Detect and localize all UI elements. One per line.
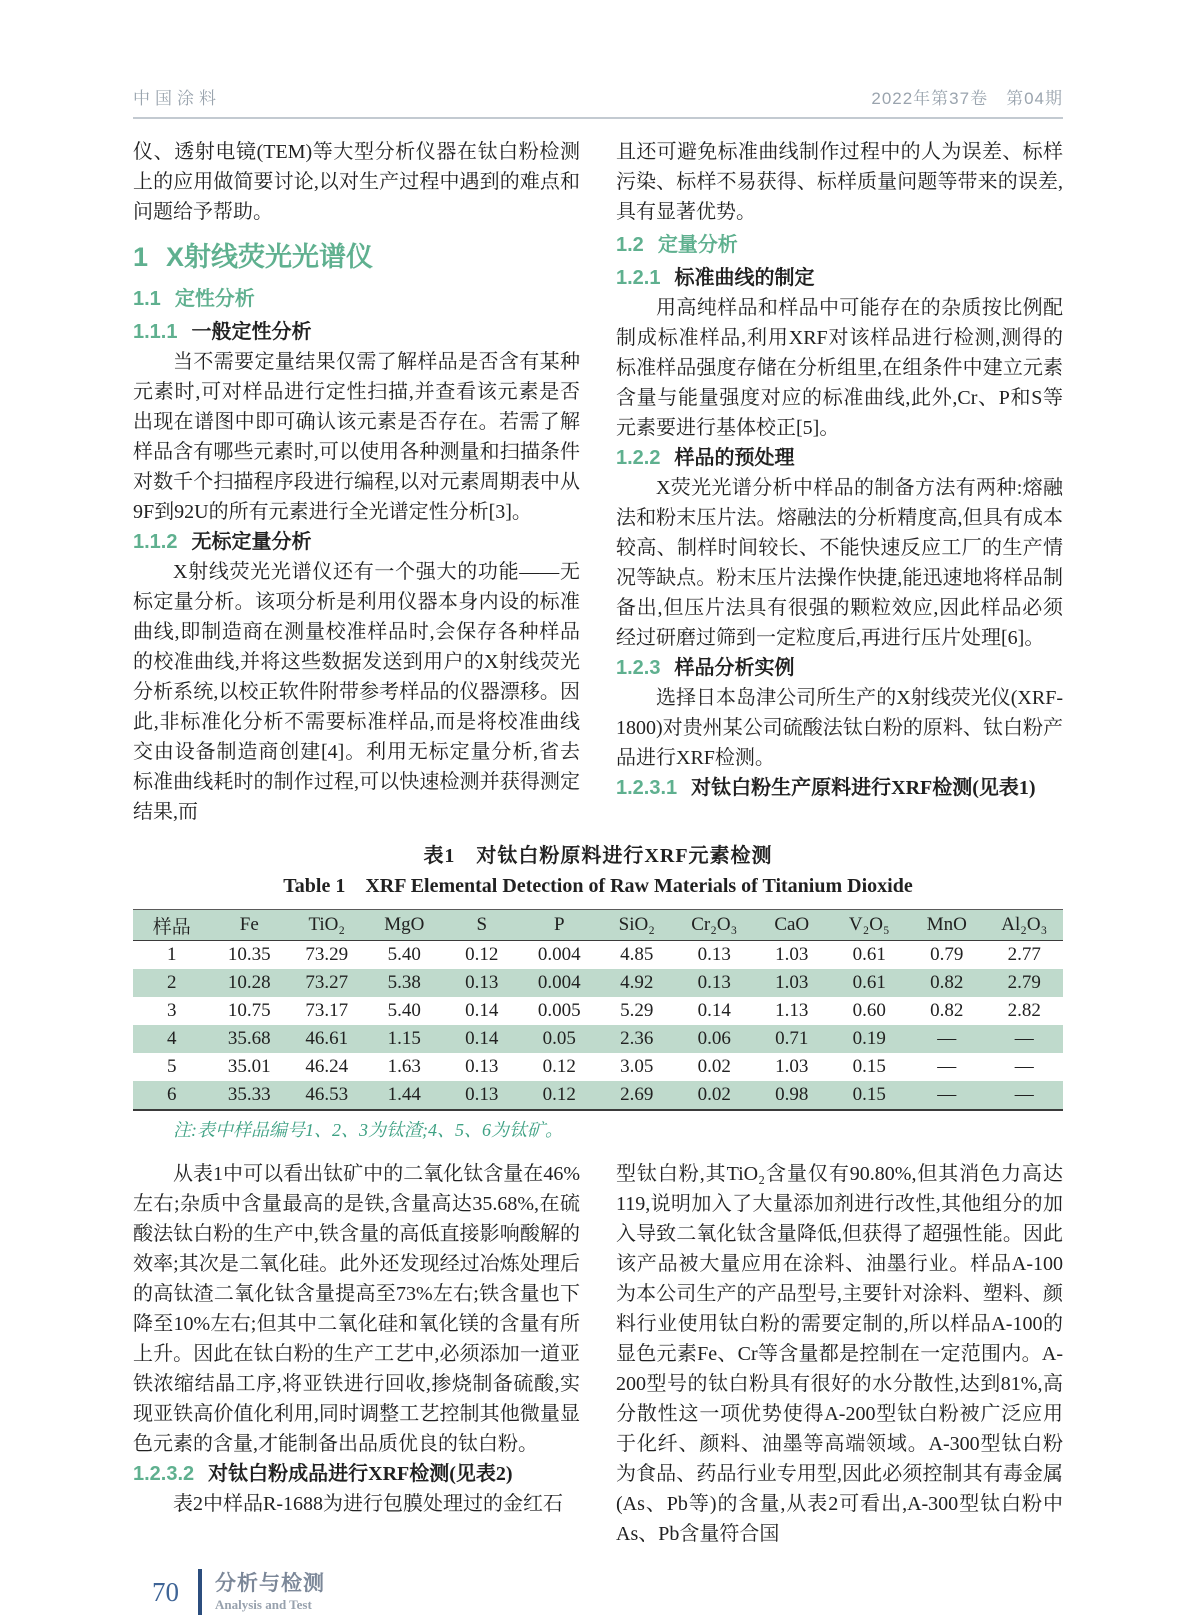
table-cell: 1.03: [775, 972, 809, 993]
table1-header-cell: Al₂O₃: [1001, 914, 1048, 935]
table1-header-cell: Fe: [239, 914, 259, 935]
table-cell: 0.02: [697, 1084, 731, 1105]
table-cell: —: [1014, 1084, 1034, 1105]
table-cell: 0.02: [697, 1056, 731, 1077]
paragraph-continuation: 型钛白粉,其TiO₂含量仅有90.80%,但其消色力高达119,说明加入了大量添加剂进行改性,其他组分的加入导致二氧化钛含量降低,但获得了超强性能。因此该产品被大量应用在涂料、油墨行业。样品A-100为本公司生产的产品型号,主要针对涂料、塑料、颜料行业使用钛白粉的需要定制的,所以样品A-100的显色元素Fe、Cr等含量都是控制在一定范围内。A-200型号的钛白粉具有很好的水分散性,达到81%,高分散性这一项优势使得A-200型钛白粉被广泛应用于化纤、颜料、油墨等高端领域。A-300型钛白粉为食品、药品行业专用型,因此必须控制其有毒金属(As、Pb等)的含量,从表2可看出,A-300型钛白粉中As、Pb含量符合国: [616, 1163, 1063, 1545]
table1-note: 注:表中样品编号1、2、3为钛渣;4、5、6为钛矿。: [173, 1120, 563, 1140]
table1-header-cell: TiO₂: [308, 914, 346, 935]
table-cell: 10.35: [227, 944, 271, 965]
table-row: [133, 1081, 1063, 1110]
table-cell: 10.75: [227, 1000, 271, 1021]
table1-head: [133, 910, 1063, 941]
bottom-columns: [133, 1159, 1063, 1549]
table-cell: 5.29: [620, 1000, 654, 1021]
table-cell: 2: [167, 972, 177, 993]
table1-header-cell: V₂O₅: [848, 914, 890, 935]
table-cell: 0.12: [542, 1084, 576, 1105]
section-heading-1-2-1: [616, 263, 1063, 293]
top-columns: [133, 137, 1063, 827]
heading-number: 1.2.3.1: [616, 777, 678, 799]
paragraph: 表2中样品R-1688为进行包膜处理过的金红石: [173, 1493, 563, 1515]
page-footer: [133, 1569, 1063, 1615]
table-cell: 0.14: [465, 1000, 499, 1021]
section-heading-1-1-1: [133, 317, 580, 347]
table1-block: [133, 841, 1063, 1143]
table-row: [133, 997, 1063, 1025]
table-cell: —: [1014, 1028, 1034, 1049]
footer-section-en: Analysis and Test: [215, 1597, 312, 1612]
table-cell: 0.13: [697, 944, 731, 965]
table-cell: 0.05: [542, 1028, 576, 1049]
heading-number: 1: [133, 242, 149, 272]
table-row: [133, 941, 1063, 970]
table-cell: 0.06: [697, 1028, 731, 1049]
table1-header-cell: MgO: [384, 914, 425, 935]
table-cell: 73.27: [305, 972, 349, 993]
section-heading-1-2: [616, 229, 1063, 261]
table-cell: 6: [167, 1084, 177, 1105]
heading-title: 对钛白粉生产原料进行XRF检测(见表1): [691, 777, 1036, 799]
heading-title: 无标定量分析: [191, 531, 312, 553]
heading-number: 1.2: [616, 234, 644, 256]
table-cell: 0.13: [697, 972, 731, 993]
table-cell: 4.92: [620, 972, 654, 993]
table-cell: 1.03: [775, 1056, 809, 1077]
table1-header-cell: MnO: [926, 914, 967, 935]
table1-caption-en: Table 1 XRF Elemental Detection of Raw Materials of Titanium Dioxide: [283, 875, 913, 897]
table1: [133, 909, 1063, 1111]
heading-title: 一般定性分析: [191, 321, 312, 343]
table1-body: [133, 941, 1063, 1111]
table-cell: 0.19: [852, 1028, 886, 1049]
table-cell: 4.85: [620, 944, 654, 965]
heading-number: 1.2.2: [616, 447, 661, 469]
table-cell: 46.53: [305, 1084, 349, 1105]
table-cell: 2.79: [1007, 972, 1041, 993]
heading-title: 对钛白粉成品进行XRF检测(见表2): [208, 1463, 513, 1485]
table1-header-cell: 样品: [152, 916, 191, 938]
table-cell: 0.15: [852, 1056, 886, 1077]
table-cell: 1.03: [775, 944, 809, 965]
table-cell: 0.60: [852, 1000, 886, 1021]
table-cell: 0.71: [775, 1028, 809, 1049]
table1-header-cell: Cr₂O₃: [691, 914, 738, 935]
table-cell: 35.33: [227, 1084, 271, 1105]
footer-section: [215, 1571, 325, 1613]
heading-title: X射线荧光光谱仪: [166, 242, 374, 272]
table-cell: 2.36: [620, 1028, 654, 1049]
table-cell: —: [1014, 1056, 1034, 1077]
table-cell: —: [937, 1028, 957, 1049]
heading-number: 1.1.1: [133, 321, 178, 343]
table-row: [133, 969, 1063, 997]
table-cell: 4: [167, 1028, 177, 1049]
paragraph-continuation: 且还可避免标准曲线制作过程中的人为误差、标样污染、标样不易获得、标样质量问题等带来的误差,具有显著优势。: [616, 141, 1063, 223]
issue-info: 2022年第37卷 第04期: [871, 89, 1063, 108]
heading-title: 样品的预处理: [674, 447, 795, 469]
table-cell: 0.15: [852, 1084, 886, 1105]
table-cell: 35.01: [227, 1056, 271, 1077]
table-cell: 35.68: [227, 1028, 271, 1049]
table-cell: 1.13: [775, 1000, 809, 1021]
bottom-column-right: [616, 1159, 1063, 1549]
table-cell: 0.004: [537, 972, 581, 993]
table-cell: 73.17: [305, 1000, 349, 1021]
table-cell: 5.40: [387, 1000, 421, 1021]
table-row: [133, 1025, 1063, 1053]
paragraph: 用高纯样品和样品中可能存在的杂质按比例配制成标准样品,利用XRF对该样品进行检测,测得的标准样品强度存储在分析组里,在组条件中建立元素含量与能量强度对应的标准曲线,此外,Cr、P和S等元素要进行基体校正[5]。: [616, 297, 1063, 439]
paragraph: X荧光光谱分析中样品的制备方法有两种:熔融法和粉末压片法。熔融法的分析精度高,但具有成本较高、制样时间较长、不能快速反应工厂的生产情况等缺点。粉末压片法操作快捷,能迅速地将样品制备出,但压片法具有很强的颗粒效应,因此样品必须经过研磨过筛到一定粒度后,再进行压片处理[6]。: [616, 477, 1063, 649]
page-number: 70: [152, 1576, 179, 1607]
table-cell: 0.13: [465, 1056, 499, 1077]
table-cell: 0.005: [537, 1000, 581, 1021]
top-column-right: [616, 137, 1063, 827]
table-cell: 0.61: [852, 972, 886, 993]
table-cell: —: [937, 1084, 957, 1105]
table-cell: 0.82: [930, 972, 964, 993]
table-cell: 10.28: [227, 972, 271, 993]
heading-number: 1.2.3.2: [133, 1463, 195, 1485]
table1-header-cell: S: [476, 914, 488, 935]
table-cell: 2.77: [1007, 944, 1041, 965]
table1-header-cell: CaO: [774, 914, 810, 935]
paragraph-intro: 仪、透射电镜(TEM)等大型分析仪器在钛白粉检测上的应用做简要讨论,以对生产过程中遇到的难点和问题给予帮助。: [133, 141, 580, 223]
table1-header-row: [133, 910, 1063, 941]
table1-header-cell: SiO₂: [618, 914, 655, 935]
table-cell: 3.05: [620, 1056, 654, 1077]
section-heading-1-2-3-2: [133, 1459, 580, 1489]
table-cell: 0.14: [465, 1028, 499, 1049]
table-cell: 46.24: [305, 1056, 349, 1077]
table-cell: 1.44: [387, 1084, 421, 1105]
bottom-column-left: [133, 1159, 580, 1549]
table-row: [133, 1053, 1063, 1081]
table-cell: 5.40: [387, 944, 421, 965]
table-cell: 0.13: [465, 972, 499, 993]
section-heading-1-2-3: [616, 653, 1063, 683]
running-head: [133, 84, 1063, 119]
table-cell: 0.12: [542, 1056, 576, 1077]
heading-title: 标准曲线的制定: [674, 267, 815, 289]
table-cell: 0.14: [697, 1000, 731, 1021]
section-heading-1-2-2: [616, 443, 1063, 473]
table-cell: 3: [167, 1000, 177, 1021]
paragraph: 选择日本岛津公司所生产的X射线荧光仪(XRF-1800)对贵州某公司硫酸法钛白粉的原料、钛白粉产品进行XRF检测。: [616, 687, 1063, 769]
section-heading-1: [133, 237, 580, 277]
table-cell: 0.12: [465, 944, 499, 965]
section-heading-1-1: [133, 283, 580, 315]
table-cell: 5: [167, 1056, 177, 1077]
section-heading-1-1-2: [133, 527, 580, 557]
table-cell: 1.63: [387, 1056, 421, 1077]
heading-number: 1.2.3: [616, 657, 661, 679]
table1-caption-zh: 表1 对钛白粉原料进行XRF元素检测: [423, 845, 773, 867]
table1-header-cell: P: [553, 914, 565, 935]
heading-number: 1.2.1: [616, 267, 661, 289]
table-cell: 5.38: [387, 972, 421, 993]
table-cell: 1: [167, 944, 177, 965]
table-cell: 0.98: [775, 1084, 809, 1105]
table-cell: 2.82: [1007, 1000, 1041, 1021]
paragraph: 当不需要定量结果仅需了解样品是否含有某种元素时,可对样品进行定性扫描,并查看该元素是否出现在谱图中即可确认该元素是否存在。若需了解样品含有哪些元素时,可以使用各种测量和扫描条件对数千个扫描程序段进行编程,以对元素周期表中从9F到92U的所有元素进行全光谱定性分析[3]。: [133, 351, 580, 523]
table-cell: 0.004: [537, 944, 581, 965]
section-heading-1-2-3-1: [616, 773, 1063, 803]
top-column-left: [133, 137, 580, 827]
table-cell: 46.61: [305, 1028, 349, 1049]
table-cell: 0.79: [930, 944, 964, 965]
paragraph: 从表1中可以看出钛矿中的二氧化钛含量在46%左右;杂质中含量最高的是铁,含量高达35.68%,在硫酸法钛白粉的生产中,铁含量的高低直接影响酸解的效率;其次是二氧化硅。此外还发现经过冶炼处理后的高钛渣二氧化钛含量提高至73%左右;铁含量也下降至10%左右;但其中二氧化硅和氧化镁的含量有所上升。因此在钛白粉的生产工艺中,必须添加一道亚铁浓缩结晶工序,将亚铁进行回收,掺烧制备硫酸,实现亚铁高价值化利用,同时调整工艺控制其他微量显色元素的含量,才能制备出品质优良的钛白粉。: [133, 1163, 580, 1455]
footer-section-zh: 分析与检测: [215, 1572, 325, 1595]
table-cell: —: [937, 1056, 957, 1077]
table-cell: 0.13: [465, 1084, 499, 1105]
table-cell: 0.82: [930, 1000, 964, 1021]
footer-divider: [198, 1569, 202, 1615]
table-cell: 2.69: [620, 1084, 654, 1105]
table-cell: 0.61: [852, 944, 886, 965]
paragraph: X射线荧光光谱仪还有一个强大的功能——无标定量分析。该项分析是利用仪器本身内设的标准曲线,即制造商在测量校准样品时,会保存各种样品的校准曲线,并将这些数据发送到用户的X射线荧光分析系统,以校正软件附带参考样品的仪器漂移。因此,非标准化分析不需要标准样品,而是将校准曲线交由设备制造商创建[4]。利用无标定量分析,省去标准曲线耗时的制作过程,可以快速检测并获得测定结果,而: [133, 561, 580, 823]
heading-number: 1.1: [133, 288, 161, 310]
journal-name: 中国涂料: [133, 89, 221, 108]
table-cell: 73.29: [305, 944, 349, 965]
table-cell: 1.15: [387, 1028, 421, 1049]
heading-title: 定性分析: [174, 288, 255, 310]
heading-number: 1.1.2: [133, 531, 178, 553]
heading-title: 样品分析实例: [674, 657, 795, 679]
heading-title: 定量分析: [657, 234, 738, 256]
